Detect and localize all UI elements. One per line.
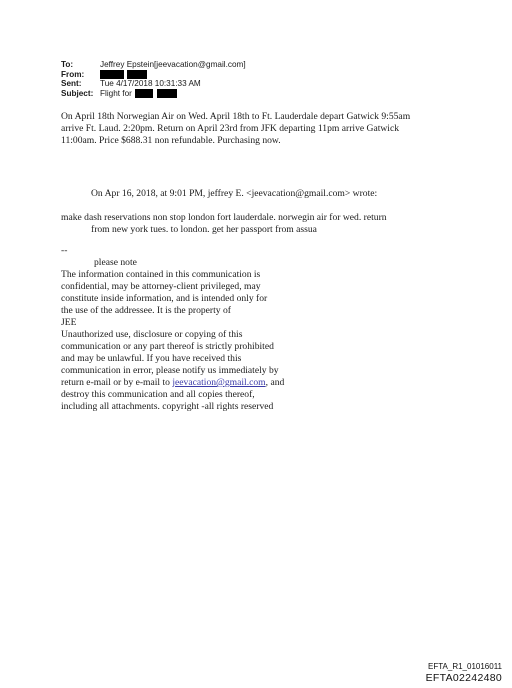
disclaimer-line: including all attachments. copyright -all rights reserved	[61, 401, 274, 412]
disclaimer-line: communication in error, please notify us immediately by	[61, 365, 279, 376]
reply-line: 11:00am. Price $688.31 non refundable. Purchasing now.	[61, 135, 281, 146]
quoted-line: from new york tues. to london. get her passport from assua	[91, 224, 317, 235]
disclaimer-heading: please note	[94, 257, 137, 268]
to-label: To:	[61, 60, 74, 69]
sent-row	[61, 79, 246, 89]
from-row	[61, 70, 246, 80]
email-link[interactable]: jeevacation@gmail.com	[172, 377, 266, 388]
disclaimer-line: and may be unlawful. If you have received this	[61, 353, 242, 364]
subject-value: Flight for	[100, 88, 132, 98]
quoted-line: make dash reservations non stop london fort lauderdale. norwegin air for wed. return	[61, 212, 387, 223]
redaction-box	[100, 70, 124, 79]
reply-line: On April 18th Norwegian Air on Wed. April 18th to Ft. Lauderdale depart Gatwick 9:55am	[61, 111, 411, 122]
to-value: Jeffrey Epstein[jeevacation@gmail.com]	[100, 60, 246, 69]
separator: --	[61, 245, 68, 256]
disclaimer-line: the use of the addressee. It is the property of	[61, 305, 231, 316]
bates-number-large: EFTA02242480	[425, 672, 502, 684]
attribution-text: On Apr 16, 2018, at 9:01 PM, jeffrey E. <jeevacation@gmail.com> wrote:	[91, 188, 378, 199]
disclaimer-line: communication or any part thereof is strictly prohibited	[61, 341, 274, 352]
email-suffix: , and	[265, 377, 285, 388]
disclaimer-line: confidential, may be attorney-client privileged, may	[61, 281, 261, 292]
subject-row	[61, 89, 246, 99]
disclaimer-line: The information contained in this communication is	[61, 269, 261, 280]
redaction-box	[157, 89, 177, 98]
quote-attribution	[91, 188, 377, 200]
reply-line: arrive Ft. Laud. 2:20pm. Return on April 23rd from JFK departing 11pm arrive Gatwick	[61, 123, 400, 134]
email-header	[61, 60, 246, 98]
from-label: From:	[61, 69, 85, 79]
subject-label: Subject:	[61, 88, 94, 98]
sent-value: Tue 4/17/2018 10:31:33 AM	[100, 79, 201, 89]
to-row	[61, 60, 246, 70]
disclaimer	[61, 245, 284, 413]
sent-label: Sent:	[61, 79, 82, 89]
redaction-box	[135, 89, 153, 98]
bates-number-small: EFTA_R1_01016011	[428, 662, 502, 671]
disclaimer-line: JEE	[61, 317, 77, 328]
quoted-message	[61, 212, 387, 236]
disclaimer-email-line	[61, 377, 284, 389]
redaction-box	[127, 70, 147, 79]
disclaimer-line: Unauthorized use, disclosure or copying of this	[61, 329, 243, 340]
disclaimer-line: destroy this communication and all copies thereof,	[61, 389, 255, 400]
reply-body	[61, 111, 410, 147]
disclaimer-line: constitute inside information, and is intended only for	[61, 293, 268, 304]
email-prefix: return e-mail or by e-mail to	[61, 377, 173, 388]
